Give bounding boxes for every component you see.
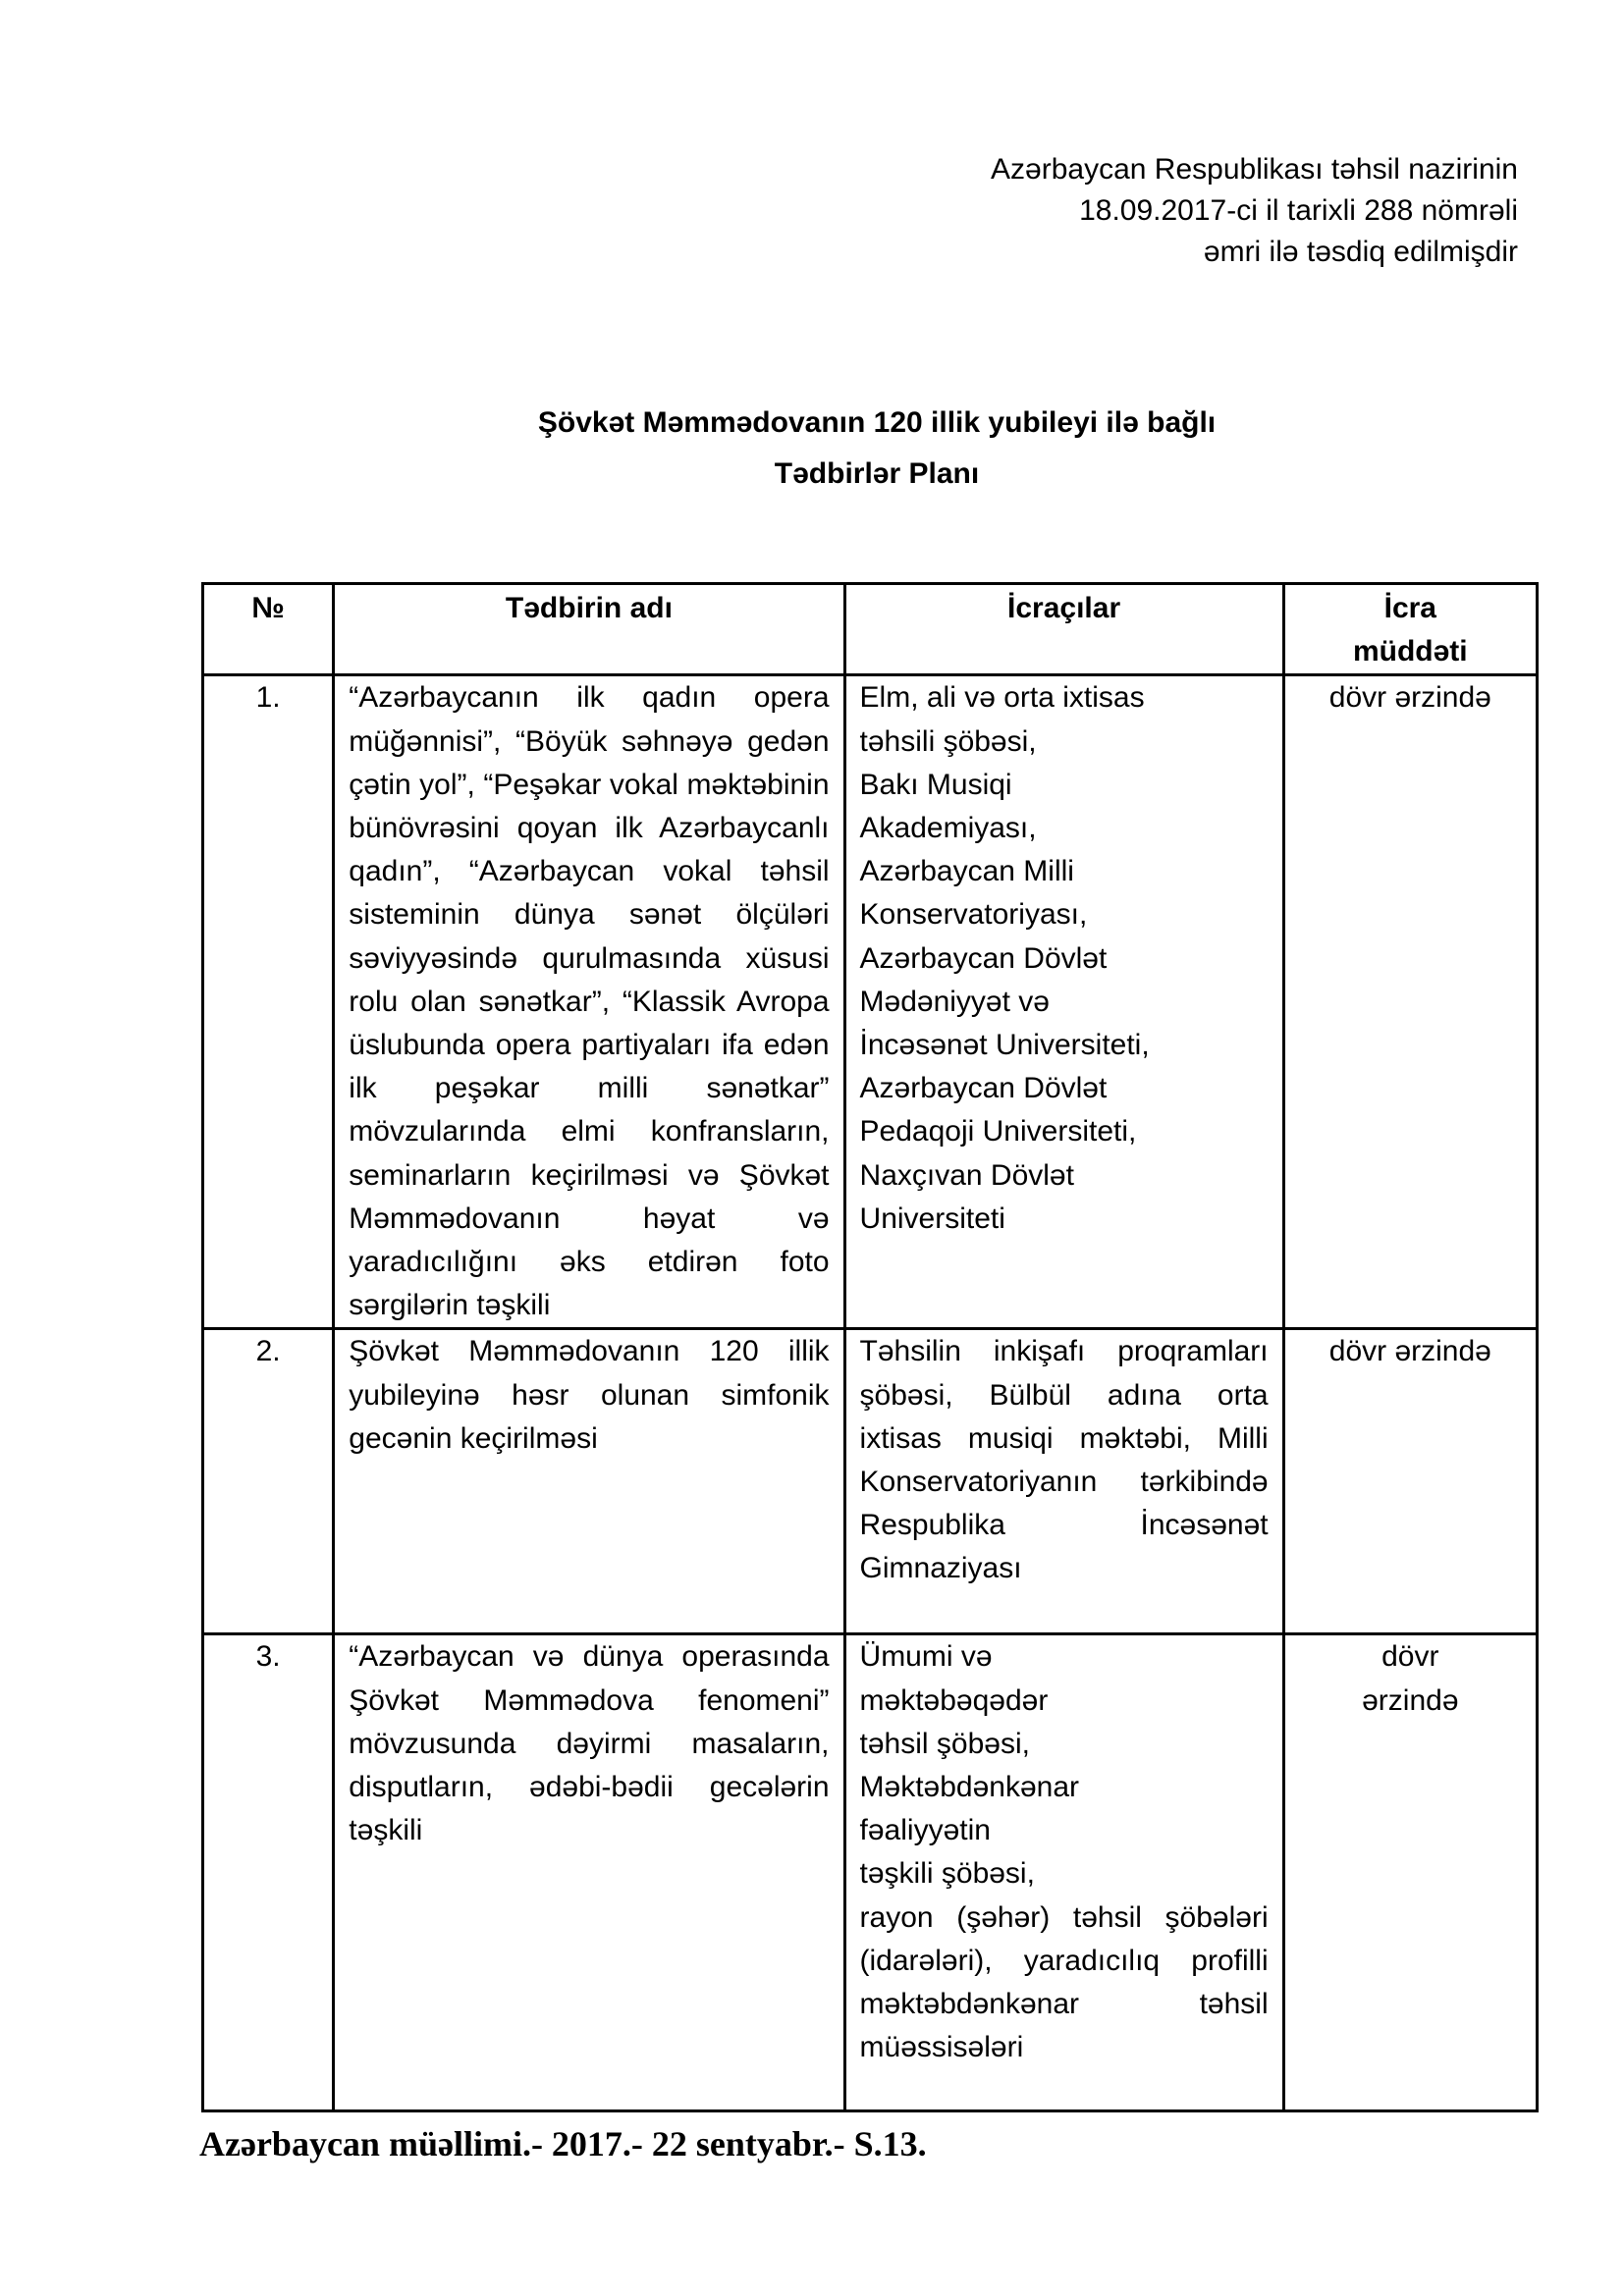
executors bbox=[844, 1634, 1283, 2111]
executor-line: Elm, ali və orta ixtisas bbox=[859, 681, 1145, 715]
table-row bbox=[203, 1329, 1538, 1634]
approval-note bbox=[991, 149, 1518, 273]
row-number: 1. bbox=[203, 675, 334, 1329]
executor-line: təhsil şöbəsi, bbox=[859, 1727, 1030, 1760]
executor-line: Mədəniyyət və bbox=[859, 985, 1050, 1018]
executor-line: təşkili şöbəsi, bbox=[859, 1857, 1035, 1891]
executor-line: Konservatoriyası, bbox=[859, 898, 1088, 932]
executor-line: məktəbəqədər bbox=[859, 1683, 1049, 1717]
column-header-term bbox=[1283, 584, 1537, 675]
document-title: Şövkət Məmmədovanın 120 illik yubileyi ilə bağlı bbox=[537, 406, 1217, 439]
event-name: “Azərbaycan və dünya operasında Şövkət Məmmədova fenomeni” mövzusunda dəyirmi masaların, disputların, ədəbi-bədii gecələrin təşkili bbox=[334, 1634, 844, 2111]
executors bbox=[844, 675, 1283, 1329]
table-header-row bbox=[203, 584, 1538, 675]
term-line-2: ərzində bbox=[1362, 1683, 1459, 1717]
approval-line-3: əmri ilə təsdiq edilmişdir bbox=[1203, 236, 1518, 268]
event-name: Şövkət Məmmədovanın 120 illik yubileyinə həsr olunan simfonik gecənin keçirilməsi bbox=[334, 1329, 844, 1634]
approval-line-1: Azərbaycan Respublikası təhsil nazirinin bbox=[991, 153, 1518, 186]
approval-line-2: 18.09.2017-ci il tarixli 288 nömrəli bbox=[1079, 194, 1518, 227]
document-subtitle: Tədbirlər Planı bbox=[774, 457, 980, 490]
executor-line: Universiteti bbox=[859, 1201, 1005, 1235]
column-header-executors: İcraçılar bbox=[844, 584, 1283, 675]
executor-line: Ümumi və bbox=[859, 1640, 993, 1674]
row-number: 3. bbox=[203, 1634, 334, 2111]
executor-line: İncəsənət Universiteti, bbox=[859, 1029, 1150, 1062]
term-line-1: dövr bbox=[1381, 1640, 1439, 1674]
source-citation: Azərbaycan müəllimi.- 2017.- 22 sentyabr.- S.13. bbox=[199, 2124, 927, 2163]
column-header-event-name: Tədbirin adı bbox=[334, 584, 844, 675]
executor-tail: rayon (şəhər) təhsil şöbələri (idarələri), yaradıcılıq profilli məktəbdənkənar təhsil müəssisələri bbox=[859, 1900, 1269, 2064]
column-header-number: № bbox=[203, 584, 334, 675]
executor-line: təhsili şöbəsi, bbox=[859, 724, 1037, 758]
executor-line: Akademiyası, bbox=[859, 812, 1037, 845]
executor-line: Məktəbdənkənar bbox=[859, 1771, 1080, 1804]
executor-line: Bakı Musiqi bbox=[859, 768, 1012, 801]
table-row bbox=[203, 1634, 1538, 2111]
event-name: “Azərbaycanın ilk qadın opera müğənnisi”, “Böyük səhnəyə gedən çətin yol”, “Peşəkar vokal məktəbinin bünövrəsini qoyan ilk Azərbaycanlı qadın”, “Azərbaycan vokal təhsil sisteminin dünya sənət ölçüləri səviyyəsində qurulmasında xüsusi rolu olan sənətkar”, “Klassik Avropa üslubunda opera partiyaları ifa edən ilk peşəkar milli sənətkar” mövzularında elmi konfransların, seminarların keçirilməsi və Şövkət Məmmədovanın həyat və yaradıcılığını əks etdirən foto sərgilərin təşkili bbox=[334, 675, 844, 1329]
execution-term bbox=[1283, 1634, 1537, 2111]
executors: Təhsilin inkişafı proqramları şöbəsi, Bülbül adına orta ixtisas musiqi məktəbi, Milli Konservatoriyanın tərkibində Respublika İncəsənət Gimnaziyası bbox=[844, 1329, 1283, 1634]
document-heading bbox=[0, 398, 1624, 500]
executor-line: Azərbaycan Dövlət bbox=[859, 941, 1108, 975]
term-header-line-2: müddəti bbox=[1352, 635, 1468, 668]
executor-line: fəaliyyətin bbox=[859, 1814, 991, 1847]
table-row bbox=[203, 675, 1538, 1329]
events-plan-table bbox=[201, 582, 1539, 2112]
term-header-line-1: İcra bbox=[1383, 592, 1436, 624]
executor-line: Pedaqoji Universiteti, bbox=[859, 1115, 1137, 1148]
executor-line: Azərbaycan Dövlət bbox=[859, 1072, 1108, 1105]
execution-term: dövr ərzində bbox=[1283, 1329, 1537, 1634]
row-number: 2. bbox=[203, 1329, 334, 1634]
executor-line: Naxçıvan Dövlət bbox=[859, 1158, 1074, 1192]
executor-line: Azərbaycan Milli bbox=[859, 855, 1074, 888]
execution-term: dövr ərzində bbox=[1283, 675, 1537, 1329]
